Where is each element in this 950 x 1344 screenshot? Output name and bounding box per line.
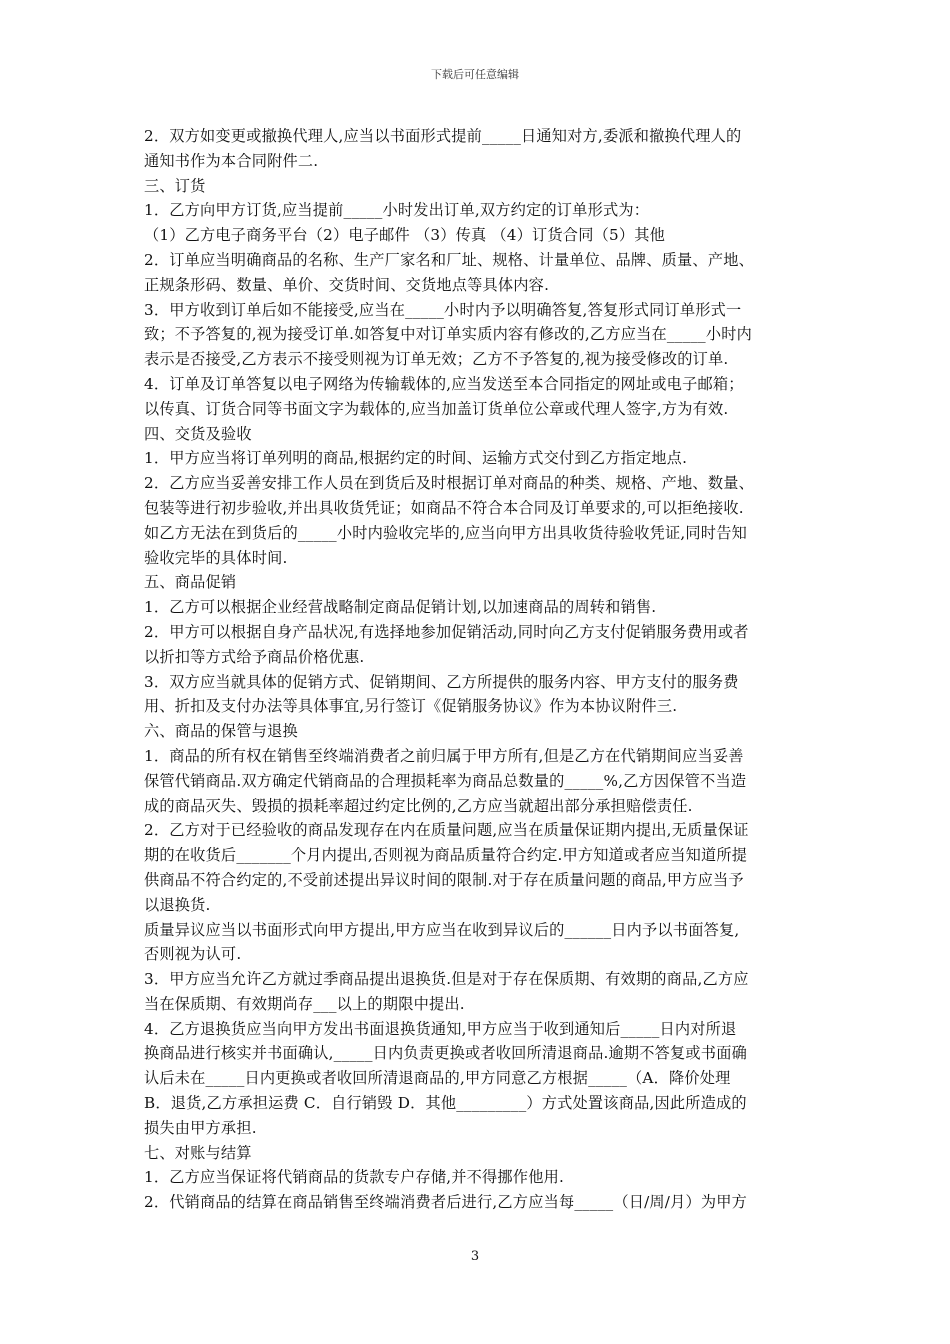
text-line: 4．订单及订单答复以电子网络为传输载体的,应当发送至本合同指定的网址或电子邮箱； [144,374,744,393]
text-line: 1．乙方应当保证将代销商品的货款专户存储,并不得挪作他用. [144,1168,564,1187]
text-line: 五、商品促销 [144,573,237,592]
text-line: 六、商品的保管与退换 [144,722,298,741]
text-line: 1．乙方向甲方订货,应当提前_____小时发出订单,双方约定的订单形式为： [144,201,650,220]
document-body [144,124,814,1215]
text-line: 供商品不符合约定的,不受前述提出异议时间的限制.对于存在质量问题的商品,甲方应当予 [144,870,744,889]
text-line: 否则视为认可. [144,945,242,964]
text-line: 通知书作为本合同附件二. [144,151,319,170]
text-line: 以折扣等方式给予商品价格优惠. [144,647,365,666]
text-line: 七、对账与结算 [144,1143,252,1162]
text-line: 1．商品的所有权在销售至终端消费者之前归属于甲方所有,但是乙方在代销期间应当妥善 [144,746,744,765]
text-line: 质量异议应当以书面形式向甲方提出,甲方应当在收到异议后的______日内予以书面答复, [144,920,740,939]
text-line: B．退货,乙方承担运费 C．自行销毁 D．其他_________）方式处置该商品,因此所造成的 [144,1094,747,1113]
text-line: 1．乙方可以根据企业经营战略制定商品促销计划,以加速商品的周转和销售. [144,598,657,617]
text-line: 3．双方应当就具体的促销方式、促销期间、乙方所提供的服务内容、甲方支付的服务费 [144,672,739,691]
text-line: 三、订货 [144,176,206,195]
page-header: 下载后可任意编辑 [431,68,519,81]
text-line: 2．订单应当明确商品的名称、生产厂家名和厂址、规格、计量单位、品牌、质量、产地、 [144,250,754,269]
text-line: 3．甲方应当允许乙方就过季商品提出退换货.但是对于存在保质期、有效期的商品,乙方应 [144,970,749,989]
text-line: 1．甲方应当将订单列明的商品,根据约定的时间、运输方式交付到乙方指定地点. [144,449,688,468]
text-line: 验收完毕的具体时间. [144,548,288,567]
text-line: 2．甲方可以根据自身产品状况,有选择地参加促销活动,同时向乙方支付促销服务费用或者 [144,622,749,641]
text-line: 如乙方无法在到货后的_____小时内验收完毕的,应当向甲方出具收货待验收凭证,同时告知 [144,523,747,542]
text-line: 成的商品灭失、毁损的损耗率超过约定比例的,乙方应当就超出部分承担赔偿责任. [144,796,693,815]
text-line: 致；不予答复的,视为接受订单.如答复中对订单实质内容有修改的,乙方应当在_____小时内 [144,325,753,344]
text-line: 正规条形码、数量、单价、交货时间、交货地点等具体内容. [144,275,550,294]
text-line: 损失由甲方承担. [144,1118,257,1137]
text-line: 4．乙方退换货应当向甲方发出书面退换货通知,甲方应当于收到通知后_____日内对所退 [144,1019,737,1038]
text-line: 2．双方如变更或撤换代理人,应当以书面形式提前_____日通知对方,委派和撤换代理人的 [144,127,742,145]
text-line: 期的在收货后_______个月内提出,否则视为商品质量符合约定.甲方知道或者应当知道所提 [144,846,748,865]
text-line: （1）乙方电子商务平台（2）电子邮件 （3）传真 （4）订货合同（5）其他 [144,226,665,245]
text-line: 包装等进行初步验收,并出具收货凭证；如商品不符合本合同及订单要求的,可以拒绝接收. [144,498,744,517]
text-line: 2．代销商品的结算在商品销售至终端消费者后进行,乙方应当每_____（日/周/月）为甲方 [144,1193,748,1212]
page-number: 3 [470,1249,480,1264]
text-line: 四、交货及验收 [144,424,252,443]
text-line: 用、折扣及支付办法等具体事宜,另行签订《促销服务协议》作为本协议附件三. [144,697,678,716]
text-line: 以传真、订货合同等书面文字为载体的,应当加盖订货单位公章或代理人签字,方为有效. [144,399,729,418]
text-line: 表示是否接受,乙方表示不接受则视为订单无效；乙方不予答复的,视为接受修改的订单. [144,350,729,369]
text-line: 以退换货. [144,895,211,914]
text-line: 保管代销商品.双方确定代销商品的合理损耗率为商品总数量的_____%,乙方因保管不当造 [144,771,747,790]
text-line: 3．甲方收到订单后如不能接受,应当在_____小时内予以明确答复,答复形式同订单形式一 [144,300,742,319]
text-line: 换商品进行核实并书面确认,_____日内负责更换或者收回所清退商品.逾期不答复或书面确 [144,1044,747,1063]
text-line: 当在保质期、有效期尚存___以上的期限中提出. [144,994,465,1013]
text-line: 认后未在_____日内更换或者收回所清退商品的,甲方同意乙方根据_____（A．降价处理 [144,1069,731,1088]
text-line: 2．乙方应当妥善安排工作人员在到货后及时根据订单对商品的种类、规格、产地、数量、 [144,474,754,493]
text-line: 2．乙方对于已经验收的商品发现存在内在质量问题,应当在质量保证期内提出,无质量保证 [144,821,749,840]
